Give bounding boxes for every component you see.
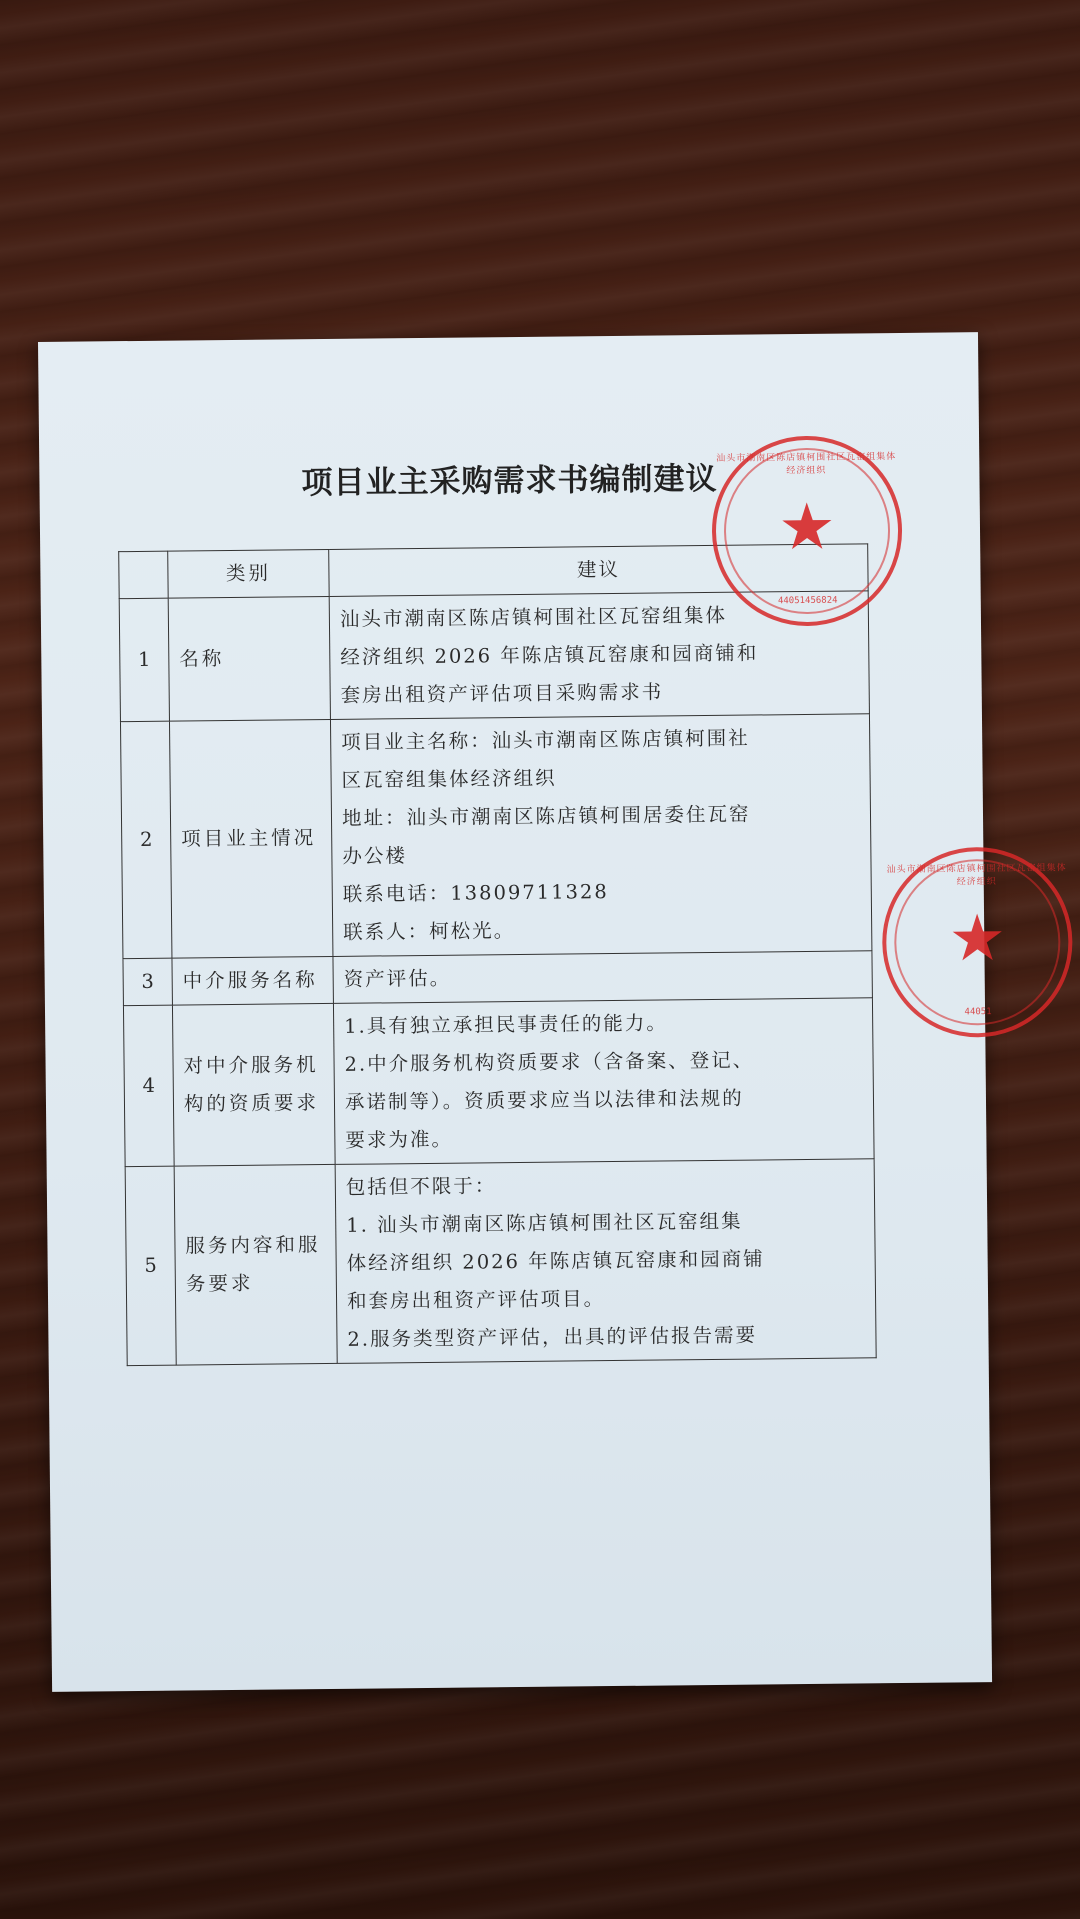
category-line: 务要求 [185, 1271, 254, 1296]
document-paper [38, 332, 1067, 1692]
header-category: 类别 [168, 549, 329, 598]
suggestion-line: 办公楼 [342, 844, 408, 868]
row-category: 名称 [168, 596, 330, 721]
table-row [125, 1159, 876, 1366]
row-category [172, 1003, 335, 1166]
suggestion-line: 区瓦窑组集体经济组织 [341, 766, 557, 792]
official-seal-top [711, 435, 903, 627]
table-row [123, 951, 872, 1006]
suggestion-line: 汕头市潮南区陈店镇柯围社区瓦窑组集体 [339, 603, 728, 631]
row-number: 1 [119, 598, 169, 722]
suggestion-line: 项目业主名称：汕头市潮南区陈店镇柯围社 [341, 726, 750, 754]
suggestion-line: 套房出租资产评估项目采购需求书 [340, 680, 664, 707]
table-row [123, 998, 874, 1167]
suggestion-line: 联系电话：13809711328 [342, 880, 609, 906]
document-title: 项目业主采购需求书编制建议 [301, 460, 718, 502]
row-number: 3 [123, 958, 172, 1006]
suggestion-line: 地址：汕头市潮南区陈店镇柯围居委住瓦窑 [341, 802, 751, 830]
requirements-table [118, 543, 876, 1366]
suggestion-line: 2.服务类型资产评估，出具的评估报告需要 [347, 1323, 758, 1351]
category-line: 对中介服务机 [183, 1053, 319, 1078]
row-number: 4 [123, 1005, 174, 1167]
category-line: 服务内容和服 [185, 1233, 321, 1258]
suggestion-line: 包括但不限于： [345, 1174, 497, 1199]
suggestion-line: 1.具有独立承担民事责任的能力。 [344, 1011, 668, 1038]
seal-code: 44051456824 [777, 595, 838, 607]
category-line: 构的资质要求 [183, 1091, 320, 1116]
row-category: 项目业主情况 [169, 719, 332, 958]
suggestion-line: 联系人：柯松光。 [343, 919, 516, 944]
row-suggestion [335, 1159, 876, 1364]
row-suggestion [333, 998, 874, 1165]
suggestion-line: 体经济组织 2026 年陈店镇瓦窑康和园商铺 [346, 1247, 765, 1275]
suggestion-line: 和套房出租资产评估项目。 [346, 1287, 606, 1313]
suggestion-line: 经济组织 2026 年陈店镇瓦窑康和园商铺和 [340, 641, 759, 669]
star-icon: ★ [948, 901, 1007, 977]
suggestion-line: 承诺制等）。资质要求应当以法律和法规的 [344, 1086, 744, 1114]
row-suggestion [333, 951, 872, 1004]
star-icon: ★ [777, 490, 837, 566]
header-num-cell [119, 551, 168, 599]
suggestion-line: 要求为准。 [345, 1127, 454, 1152]
row-category [174, 1164, 337, 1365]
suggestion-line: 资产评估。 [343, 966, 452, 991]
row-number: 2 [120, 721, 171, 959]
official-seal-side [881, 846, 1073, 1038]
table-row [120, 714, 871, 959]
seal-ring-text: 汕头市潮南区陈店镇柯围社区瓦窑组集体经济组织 [886, 863, 1067, 888]
suggestion-line: 1. 汕头市潮南区陈店镇柯围社区瓦窑组集 [346, 1209, 743, 1237]
header-suggestion: 建议 [329, 544, 868, 597]
row-suggestion [330, 714, 871, 957]
row-number: 5 [125, 1166, 176, 1366]
seal-code: 44051 [964, 1007, 992, 1018]
seal-ring-text: 汕头市潮南区陈店镇柯围社区瓦窑组集体经济组织 [716, 452, 897, 477]
suggestion-line: 2.中介服务机构资质要求（含备案、登记、 [344, 1048, 755, 1076]
row-category: 中介服务名称 [172, 956, 333, 1005]
